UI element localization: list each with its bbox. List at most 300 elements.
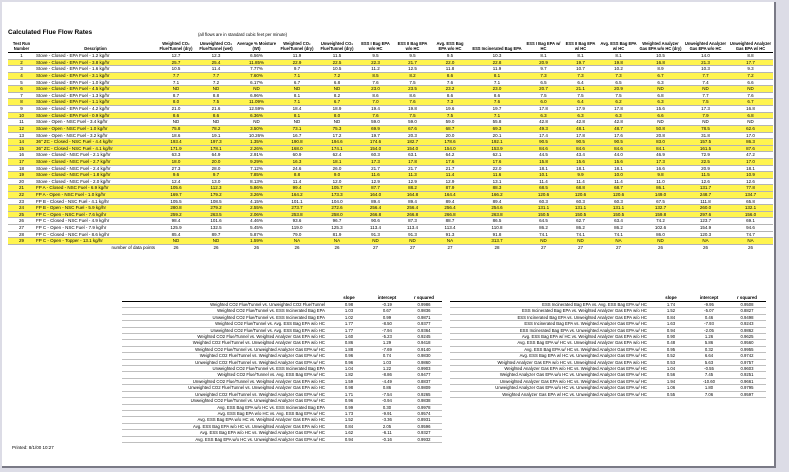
- table-row: [8, 165, 773, 172]
- regression-label: Avg. ESS Bag EPA w/ HC vs. Weighted Analyzer Gas EPA w/o HC: [450, 334, 652, 340]
- slope-value: 1.71: [330, 391, 368, 397]
- slope-value: 0.94: [330, 436, 368, 442]
- table-row: [8, 53, 773, 60]
- table-cell: 23.0: [357, 86, 394, 93]
- count-spacer: [8, 244, 35, 250]
- table-cell: 15.6: [638, 106, 683, 113]
- table-cell: 112.3: [196, 185, 236, 192]
- table-cell: 24.6: [277, 165, 317, 172]
- run-description: Stove - Open - NSC Fuel - 1.0 kg/hr: [35, 125, 156, 132]
- table-cell: 74.1: [525, 231, 562, 238]
- slope-value: 1.04: [330, 366, 368, 372]
- table-cell: 17.0: [728, 158, 773, 165]
- table-cell: NA: [599, 238, 638, 245]
- r-squared-value: 0.9243: [728, 321, 766, 327]
- r-squared-value: 0.9251: [728, 372, 766, 378]
- table-cell: 313.7: [469, 238, 525, 245]
- slope-value: 0.84: [330, 423, 368, 429]
- table-cell: 20.8: [638, 132, 683, 139]
- table-cell: 90.5: [599, 139, 638, 146]
- run-description: FP B - Open - NSC Fuel - 5.9 kg/hr: [35, 205, 156, 212]
- table-cell: 17.2: [317, 132, 357, 139]
- run-description: Stove - Closed - EPA Fuel - 3.8 kg/hr: [35, 59, 156, 66]
- table-cell: 7.1: [277, 73, 317, 80]
- slope-value: 1.03: [330, 308, 368, 314]
- table-cell: 17.3: [638, 158, 683, 165]
- intercept-value: -4.49: [368, 378, 406, 384]
- column-header: Test Run Number: [8, 42, 35, 53]
- table-cell: 105.5: [156, 198, 196, 205]
- run-number: 12: [8, 125, 35, 132]
- table-cell: 18.4: [277, 106, 317, 113]
- table-cell: 15.6: [562, 158, 599, 165]
- table-cell: 60.3: [562, 198, 599, 205]
- table-cell: 18.0: [156, 158, 196, 165]
- r-squared-value: 0.8827: [728, 308, 766, 314]
- table-cell: 131.1: [599, 205, 638, 212]
- table-cell: 8.6: [469, 92, 525, 99]
- table-cell: 8.6: [196, 112, 236, 119]
- table-cell: NA: [728, 238, 773, 245]
- table-cell: 7.7: [683, 92, 728, 99]
- regression-label: ESS Incinerated Bag EPA vs. Weighted Analyzer Gas EPA w/o HC: [450, 308, 652, 314]
- regression-label: Weighted CO2 Flue/Tunnel vs. Avg. ESS Bag EPA w/ HC: [122, 372, 330, 378]
- table-cell: 44.5: [525, 152, 562, 159]
- table-cell: 19.7: [357, 132, 394, 139]
- table-cell: 10.0: [599, 172, 638, 179]
- r-squared-value: 0.9574: [406, 410, 442, 416]
- table-cell: ND: [394, 238, 431, 245]
- table-cell: 60.3: [525, 198, 562, 205]
- table-cell: 21.7: [357, 165, 394, 172]
- table-cell: 20.9: [525, 59, 562, 66]
- intercept-value: 1.03: [368, 359, 406, 365]
- r-squared-value: 0.9377: [406, 321, 442, 327]
- table-cell: 18.6: [156, 132, 196, 139]
- table-cell: 75.3: [317, 125, 357, 132]
- table-cell: 168.0: [277, 145, 317, 152]
- table-cell: 120.6: [562, 191, 599, 198]
- table-cell: 12.0: [317, 178, 357, 185]
- table-cell: 179.2: [196, 191, 236, 198]
- table-row: [8, 92, 773, 99]
- table-cell: 113.4: [431, 225, 469, 232]
- table-cell: 131.1: [525, 205, 562, 212]
- flue-flow-table: [8, 42, 773, 250]
- intercept-value: -5.23: [368, 334, 406, 340]
- regression-label: Avg. ESS Bag EPA w/o HC vs. Avg. ESS Bag EPA w/ HC: [122, 410, 330, 416]
- table-cell: 3.50%: [236, 125, 277, 132]
- table-cell: 6.4: [562, 79, 599, 86]
- column-header: ESS II Bag EPA w/ HC: [562, 42, 599, 53]
- r-squared-value: 0.9625: [728, 334, 766, 340]
- table-cell: 21.7: [431, 165, 469, 172]
- table-cell: 17.6: [469, 158, 525, 165]
- table-cell: 88.3: [469, 185, 525, 192]
- run-number: 25: [8, 211, 35, 218]
- table-cell: 10.7: [562, 66, 599, 73]
- table-cell: 9.6: [156, 172, 196, 179]
- r-squared-value: 0.9932: [406, 436, 442, 442]
- table-row: [8, 198, 773, 205]
- table-row: [8, 119, 773, 126]
- table-cell: 12.3: [196, 53, 236, 60]
- table-cell: 88.2: [394, 185, 431, 192]
- r-squared-value: 0.9508: [728, 302, 766, 308]
- run-description: FP C - Closed - NSC Fuel - 8.6 kg/hr: [35, 231, 156, 238]
- table-cell: 75.8: [156, 125, 196, 132]
- table-cell: 110.8: [469, 225, 525, 232]
- regression-label: Unweighted CO2 Flue/Tunnel vs. Unweighted Analyzer Gas EPA w/ HC: [122, 398, 330, 404]
- run-number: 27: [8, 225, 35, 232]
- table-cell: 280.8: [156, 205, 196, 212]
- table-cell: 7.2: [728, 73, 773, 80]
- intercept-value: 5.63: [690, 359, 728, 365]
- table-cell: 74.1: [562, 231, 599, 238]
- table-cell: 11.5: [683, 172, 728, 179]
- run-description: Stove - Closed - EPA Fuel - 1.0 kg/hr: [35, 79, 156, 86]
- table-cell: 10.9: [728, 172, 773, 179]
- table-cell: ND: [683, 86, 728, 93]
- count-cell: 26: [173, 244, 179, 250]
- r-squared-header: r squared: [728, 295, 766, 302]
- regression-label: Weighted Analyzer Gas EPA w/o HC vs. Unweighted Analyzer Gas EPA w/ HC: [450, 372, 652, 378]
- slope-value: 0.98: [330, 385, 368, 391]
- table-cell: 17.3: [357, 158, 394, 165]
- table-cell: 6.56%: [236, 53, 277, 60]
- table-cell: 94.6: [728, 225, 773, 232]
- intercept-value: -5.07: [690, 308, 728, 314]
- count-cell: 26: [213, 244, 219, 250]
- intercept-value: -8.50: [368, 321, 406, 327]
- slope-value: 0.55: [652, 391, 690, 397]
- table-cell: 62.1: [469, 152, 525, 159]
- table-cell: 6.3: [525, 112, 562, 119]
- slope-value: 0.96: [330, 353, 368, 359]
- table-cell: 90.5: [562, 139, 599, 146]
- table-cell: 120.6: [525, 191, 562, 198]
- run-number: 15: [8, 145, 35, 152]
- run-number: 9: [8, 106, 35, 113]
- regression-label: Avg. ESS Bag EPA w/ HC vs. Unweighted Analyzer Gas EPA w/ HC: [450, 353, 652, 359]
- table-cell: 7.1: [469, 79, 525, 86]
- table-row: [8, 158, 773, 165]
- intercept-value: -9.95: [690, 302, 728, 308]
- table-cell: 7.3: [431, 99, 469, 106]
- table-cell: 6.2: [599, 99, 638, 106]
- intercept-value: -0.55: [690, 366, 728, 372]
- table-cell: 16.7: [277, 132, 317, 139]
- table-cell: ND: [525, 238, 562, 245]
- table-cell: 253.8: [277, 211, 317, 218]
- table-cell: 7.1: [469, 112, 525, 119]
- table-cell: 164.0: [357, 191, 394, 198]
- slope-value: 1.74: [652, 302, 690, 308]
- table-cell: 23.5: [394, 86, 431, 93]
- printed-date: Printed: 8/1/00 10:27: [12, 445, 54, 450]
- regression-label: Weighted Analyzer Gas EPA w/o HC vs. Unweighted Analyzer Gas EPA w/o HC: [450, 359, 652, 365]
- regression-label: Weighted CO2 Flue/Tunnel vs. Weighted Analyzer Gas EPA w/o HC: [122, 334, 330, 340]
- table-cell: 8.1: [599, 53, 638, 60]
- table-cell: 48.1: [562, 125, 599, 132]
- table-cell: 42.8: [562, 119, 599, 126]
- table-cell: 10.5: [156, 66, 196, 73]
- table-cell: 134.7: [728, 191, 773, 198]
- table-cell: ND: [638, 86, 683, 93]
- slope-header: slope: [330, 295, 368, 302]
- table-cell: 84.6: [562, 145, 599, 152]
- intercept-value: -7.69: [368, 346, 406, 352]
- table-cell: 8.8: [196, 92, 236, 99]
- run-number: 18: [8, 165, 35, 172]
- run-number: 23: [8, 198, 35, 205]
- table-cell: 9.0: [317, 172, 357, 179]
- table-cell: 63.3: [156, 152, 196, 159]
- table-cell: 19.7: [562, 59, 599, 66]
- table-cell: 9.29%: [236, 158, 277, 165]
- r-squared-value: 0.9245: [406, 334, 442, 340]
- table-cell: 15.6: [599, 158, 638, 165]
- table-cell: ND: [156, 119, 196, 126]
- table-cell: 12.59%: [236, 106, 277, 113]
- slope-value: 0.90: [652, 334, 690, 340]
- run-description: FP C - Closed - NSC Fuel - 4.9 kg/hr: [35, 218, 156, 225]
- r-squared-value: 0.9809: [406, 385, 442, 391]
- table-cell: 266.8: [431, 211, 469, 218]
- table-cell: 96.7: [317, 218, 357, 225]
- r-squared-value: 0.9364: [406, 327, 442, 333]
- regression-label: Unweighted CO2 Flue/Tunnel vs. Weighted Analyzer Gas EPA w/ HC: [122, 359, 330, 365]
- table-cell: 8.6: [156, 112, 196, 119]
- regression-label: ESS Incinerated Bag EPA vs. Avg. ESS Bag EPA w/ HC: [450, 302, 652, 308]
- table-cell: 7.9: [683, 112, 728, 119]
- table-cell: 46.9: [638, 152, 683, 159]
- table-cell: 14.0: [683, 53, 728, 60]
- table-cell: 11.4: [599, 178, 638, 185]
- table-cell: 17.8: [599, 106, 638, 113]
- intercept-value: 1.29: [368, 340, 406, 346]
- count-cell: 27: [447, 244, 453, 250]
- table-cell: 89.4: [469, 198, 525, 205]
- table-cell: 87.3: [394, 218, 431, 225]
- table-cell: 254.6: [469, 205, 525, 212]
- table-cell: 6.8: [317, 79, 357, 86]
- table-cell: 99.4: [277, 185, 317, 192]
- table-row: [8, 191, 773, 198]
- table-cell: 173.3: [317, 191, 357, 198]
- table-cell: 174.1: [317, 145, 357, 152]
- intercept-value: -7.54: [368, 391, 406, 397]
- slope-value: 0.48: [652, 340, 690, 346]
- table-cell: 86.3: [728, 139, 773, 146]
- table-cell: 166.2: [469, 191, 525, 198]
- table-cell: 68.8: [562, 185, 599, 192]
- run-number: 29: [8, 238, 35, 245]
- table-cell: 6.3: [638, 79, 683, 86]
- table-cell: 22.5: [317, 59, 357, 66]
- table-cell: 6.4: [562, 99, 599, 106]
- table-cell: 74.7: [728, 231, 773, 238]
- table-cell: 68.5: [525, 185, 562, 192]
- table-cell: 11.4: [431, 172, 469, 179]
- table-cell: 273.7: [277, 205, 317, 212]
- table-cell: 263.8: [469, 211, 525, 218]
- table-cell: 101.6: [196, 218, 236, 225]
- r-squared-value: 0.9830: [406, 353, 442, 359]
- table-cell: 88.7: [431, 218, 469, 225]
- column-header: Unweighted Analyzer Gas EPA w/ HC: [728, 42, 773, 53]
- table-cell: 272.6: [317, 205, 357, 212]
- table-cell: 48.7: [599, 125, 638, 132]
- table-cell: 10.5: [317, 66, 357, 73]
- table-cell: 8.1: [525, 53, 562, 60]
- table-cell: 11.4: [562, 178, 599, 185]
- r-squared-value: 0.9418: [406, 340, 442, 346]
- table-cell: 89.4: [357, 198, 394, 205]
- intercept-value: 6.64: [690, 353, 728, 359]
- run-description: Stove - Closed - NSC Fuel - 2.7 kg/hr: [35, 158, 156, 165]
- table-cell: 154.0: [357, 145, 394, 152]
- table-cell: 16.8: [638, 59, 683, 66]
- table-cell: 7.7: [156, 73, 196, 80]
- r-squared-value: 0.9265: [406, 391, 442, 397]
- table-cell: 13.1: [469, 178, 525, 185]
- slope-value: 1.88: [330, 346, 368, 352]
- table-cell: 22.0: [469, 165, 525, 172]
- run-number: 14: [8, 139, 35, 146]
- table-cell: 11.3: [394, 172, 431, 179]
- table-cell: 194.6: [317, 139, 357, 146]
- r-squared-value: 0.9597: [728, 391, 766, 397]
- table-cell: 7.5: [599, 92, 638, 99]
- slope-value: 1.04: [652, 366, 690, 372]
- run-number: 17: [8, 158, 35, 165]
- table-cell: 47.2: [728, 152, 773, 159]
- table-cell: 64.5: [525, 218, 562, 225]
- table-cell: 42.8: [525, 119, 562, 126]
- count-cell: 26: [294, 244, 300, 250]
- table-cell: 7.6: [431, 79, 469, 86]
- table-cell: 77.8: [728, 185, 773, 192]
- table-cell: 12.6: [728, 178, 773, 185]
- table-cell: 20.9: [599, 86, 638, 93]
- table-cell: 248.7: [683, 191, 728, 198]
- r-squared-value: 0.9560: [728, 340, 766, 346]
- table-cell: ND: [277, 119, 317, 126]
- table-cell: 21.3: [683, 59, 728, 66]
- table-cell: 105.7: [317, 185, 357, 192]
- table-cell: 91.8: [469, 231, 525, 238]
- regression-label: Weighted Analyzer Gas EPA w/o HC vs. Weighted Analyzer Gas EPA w/ HC: [450, 366, 652, 372]
- run-description: FP B - Closed - NSC Fuel - 4.1 kg/hr: [35, 198, 156, 205]
- table-cell: 6.7: [728, 99, 773, 106]
- table-cell: ND: [317, 86, 357, 93]
- r-squared-header: r squared: [406, 295, 442, 302]
- table-cell: 149.0: [638, 191, 683, 198]
- table-cell: 84.6: [525, 145, 562, 152]
- table-row: [8, 73, 773, 80]
- table-cell: 256.4: [357, 205, 394, 212]
- slope-value: 0.52: [652, 353, 690, 359]
- table-cell: 164.4: [431, 191, 469, 198]
- r-squared-value: 0.9661: [728, 378, 766, 384]
- table-cell: 7.6: [357, 112, 394, 119]
- regression-label: Avg. ESS Bag EPA w/o HC vs. Weighted Analyzer Gas EPA w/ HC: [122, 430, 330, 436]
- table-cell: 7.6: [469, 99, 525, 106]
- table-cell: 7.3: [525, 73, 562, 80]
- slope-value: 1.60: [330, 334, 368, 340]
- table-cell: 150.5: [525, 211, 562, 218]
- column-header: ESS II Bag EPA w/o HC: [394, 42, 431, 53]
- table-cell: NA: [431, 238, 469, 245]
- table-cell: ND: [277, 86, 317, 93]
- table-cell: 67.5: [638, 198, 683, 205]
- table-cell: 108.5: [196, 198, 236, 205]
- slope-value: 1.73: [330, 410, 368, 416]
- table-cell: ND: [317, 119, 357, 126]
- table-cell: 9.3: [728, 66, 773, 73]
- r-squared-value: 0.9477: [406, 372, 442, 378]
- table-cell: 85.4: [156, 231, 196, 238]
- regression-label: Unweighted CO2 Flue/Tunnel vs. ESS Incinerated Bag EPA: [122, 366, 330, 372]
- r-squared-value: 0.9498: [728, 314, 766, 320]
- table-cell: 7.1: [156, 79, 196, 86]
- table-row: [8, 178, 773, 185]
- slope-value: 1.59: [330, 378, 368, 384]
- slope-value: 1.06: [652, 385, 690, 391]
- table-cell: 7.1: [277, 99, 317, 106]
- regression-label: Avg. ESS Bag EPA w/ HC vs. Unweighted Analyzer Gas EPA w/o HC: [450, 340, 652, 346]
- table-cell: 7.77%: [236, 66, 277, 73]
- table-cell: NA: [277, 238, 317, 245]
- slope-value: 0.86: [330, 340, 368, 346]
- table-cell: 62.7: [562, 218, 599, 225]
- table-cell: 6.17%: [236, 79, 277, 86]
- intercept-value: -6.11: [368, 430, 406, 436]
- table-cell: 17.6: [431, 158, 469, 165]
- table-cell: 20.0: [431, 132, 469, 139]
- table-cell: 7.3: [562, 73, 599, 80]
- intercept-value: 0.86: [368, 385, 406, 391]
- table-cell: 22.0: [431, 59, 469, 66]
- intercept-value: 0.30: [368, 404, 406, 410]
- table-cell: 120.6: [599, 191, 638, 198]
- table-cell: 7.6: [728, 92, 773, 99]
- table-cell: 89.4: [394, 198, 431, 205]
- table-cell: 182.7: [394, 139, 431, 146]
- table-cell: 17.7: [728, 59, 773, 66]
- run-number: 7: [8, 92, 35, 99]
- table-cell: 5.86%: [236, 185, 277, 192]
- table-cell: 7.5: [683, 99, 728, 106]
- table-cell: 9.8: [638, 172, 683, 179]
- table-cell: 59.0: [357, 119, 394, 126]
- table-cell: 22.9: [277, 59, 317, 66]
- table-cell: 174.6: [357, 139, 394, 146]
- table-cell: 8.2: [394, 73, 431, 80]
- table-cell: 7.3: [599, 73, 638, 80]
- table-cell: 16.3: [277, 158, 317, 165]
- table-cell: 7.5: [394, 112, 431, 119]
- table-cell: 26.0: [317, 165, 357, 172]
- intercept-value: -0.94: [368, 398, 406, 404]
- table-cell: 7.85%: [236, 172, 277, 179]
- table-cell: 11.09%: [236, 99, 277, 106]
- table-cell: ND: [728, 86, 773, 93]
- r-squared-value: 0.9955: [728, 346, 766, 352]
- slope-value: 0.96: [330, 398, 368, 404]
- run-description: Stove - Closed - EPA Fuel - 1.2 kg/hr: [35, 53, 156, 60]
